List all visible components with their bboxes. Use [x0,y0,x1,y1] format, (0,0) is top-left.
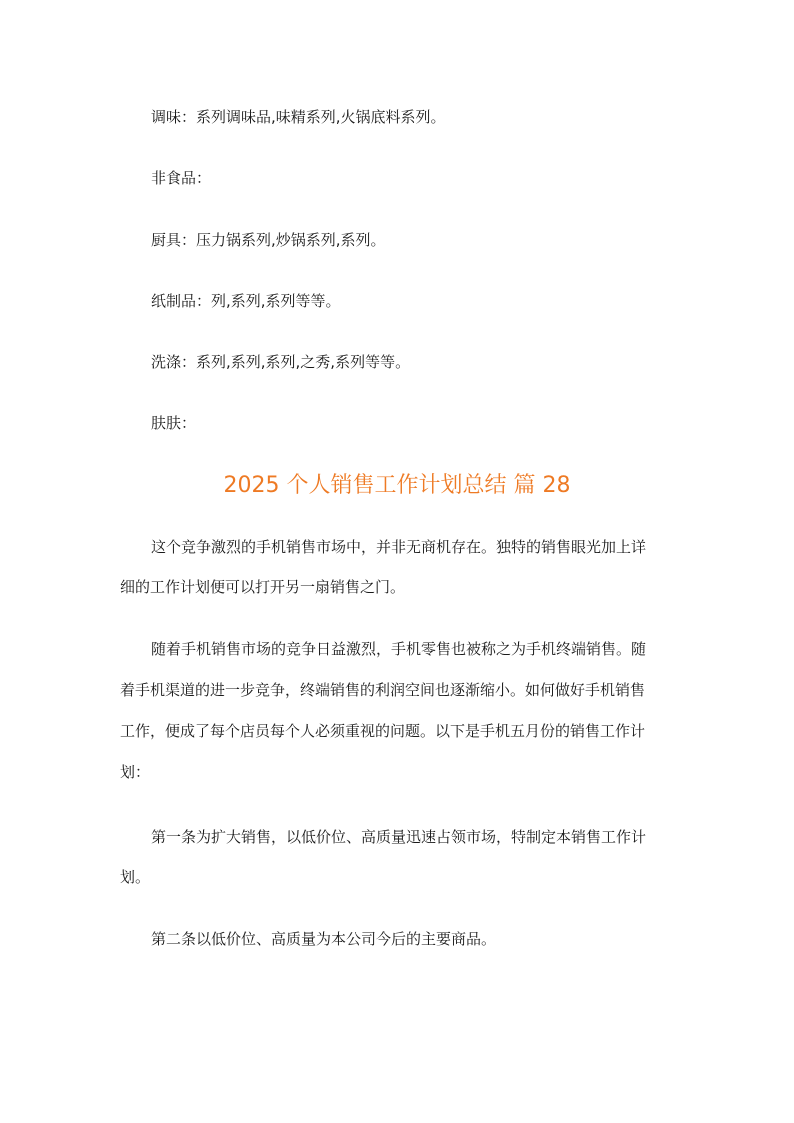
non-food-line: 非食品： [151,169,212,187]
paragraph-4-line-1: 第二条以低价位、高质量为本公司今后的主要商品。 [151,930,497,948]
paragraph-2-line-2: 着手机渠道的进一步竞争，终端销售的利润空间也逐渐缩小。如何做好手机销售 [120,681,646,699]
skin-care-line: 肤肤： [151,414,197,432]
paper-products-line: 纸制品：列,系列,系列等等。 [151,292,341,310]
paragraph-3-line-1: 第一条为扩大销售，以低价位、高质量迅速占领市场，特制定本销售工作计 [151,828,647,846]
paragraph-2-line-4: 划： [120,763,151,781]
paragraph-2-line-3: 工作，便成了每个店员每个人必须重视的问题。以下是手机五月份的销售工作计 [120,722,646,740]
paragraph-2-line-1: 随着手机销售市场的竞争日益激烈，手机零售也被称之为手机终端销售。随 [151,640,647,658]
section-heading: 2025 个人销售工作计划总结 篇 28 [223,473,571,498]
kitchenware-line: 厨具：压力锅系列,炒锅系列,系列。 [151,231,386,249]
seasoning-line: 调味：系列调味品,味精系列,火锅底料系列。 [151,108,446,126]
paragraph-1-line-2: 细的工作计划便可以打开另一扇销售之门。 [120,578,406,596]
washing-line: 洗涤：系列,系列,系列,之秀,系列等等。 [151,353,411,371]
paragraph-3-line-2: 划。 [120,868,151,886]
paragraph-1-line-1: 这个竞争激烈的手机销售市场中，并非无商机存在。独特的销售眼光加上详 [151,538,647,556]
